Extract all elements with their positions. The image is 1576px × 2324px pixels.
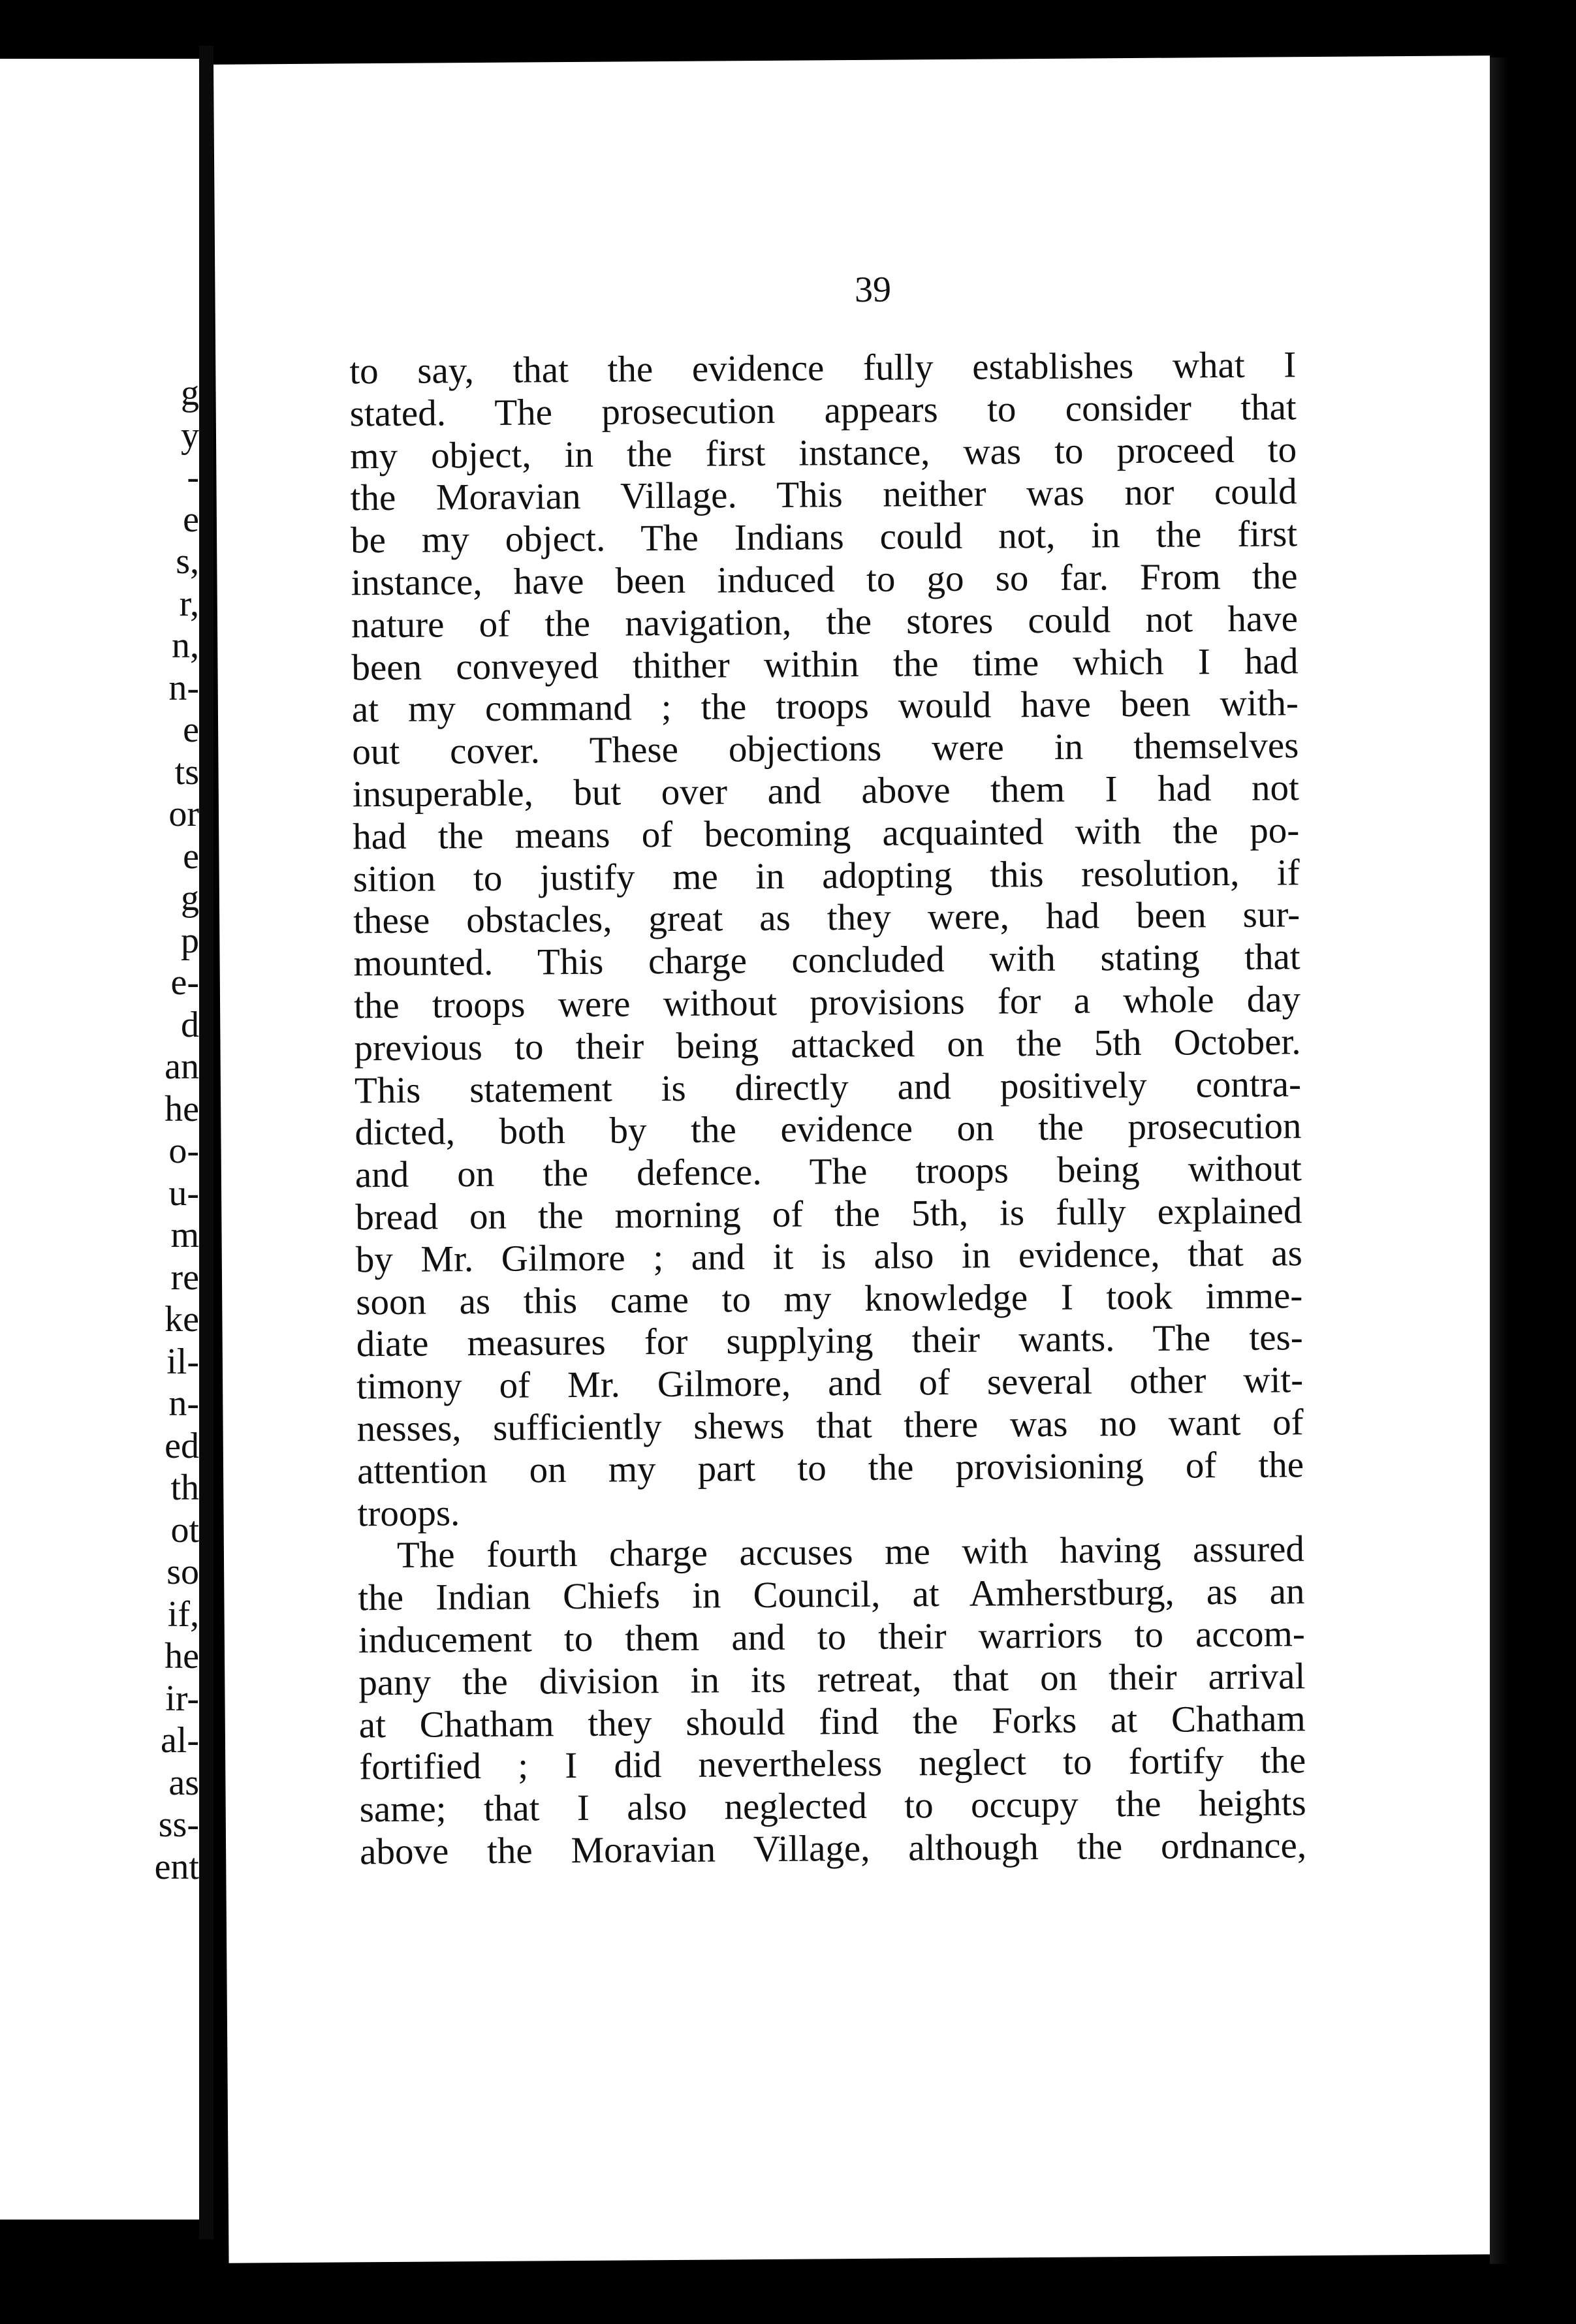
previous-page-fragment-line: u- [168, 1172, 199, 1214]
previous-page-fragment-line: ot [170, 1509, 199, 1550]
text-line: mounted. This charge concluded with stating that [353, 936, 1300, 984]
text-line: at Chatham they should find the Forks at Chatham [358, 1697, 1306, 1746]
text-line: The fourth charge accuses me with having assured [396, 1528, 1305, 1577]
text-line: out cover. These objections were in themselves [352, 725, 1299, 773]
text-line: diate measures for supplying their wants. The tes- [356, 1317, 1303, 1365]
text-line: inducement to them and to their warriors to accom- [358, 1613, 1306, 1661]
previous-page-fragment-line: - [187, 457, 199, 497]
previous-page-fragment-line: he [165, 1636, 199, 1676]
text-line: nature of the navigation, the stores could not have [351, 598, 1299, 646]
previous-page-fragment-line: n- [168, 667, 199, 708]
text-line: had the means of becoming acquainted with the po- [353, 809, 1300, 858]
previous-page-fragment-line: an [165, 1046, 199, 1087]
previous-page-fragment-line: th [170, 1468, 199, 1508]
previous-page-fragment-line: al- [160, 1720, 199, 1761]
text-line: and on the defence. The troops being without [355, 1148, 1302, 1196]
previous-page-fragment-line: m [170, 1215, 199, 1255]
previous-page-fragment-line: if, [167, 1594, 199, 1635]
previous-page-fragment-line: g [181, 878, 199, 919]
text-line: pany the division in its retreat, that on their arrival [358, 1655, 1306, 1704]
previous-page-fragment-line: ir- [165, 1678, 199, 1719]
previous-page-fragment-line: d [181, 1004, 199, 1045]
previous-page-fragment-line: ts [174, 751, 199, 793]
text-line: bread on the morning of the 5th, is fully explained [355, 1190, 1302, 1238]
previous-page-fragment-line: as [168, 1762, 199, 1803]
text-line: instance, have been induced to go so far. From the [351, 556, 1298, 604]
text-line: the troops were without provisions for a whole day [353, 979, 1301, 1027]
text-line: sition to justify me in adopting this resolution, if [353, 851, 1300, 900]
text-line: nesses, sufficiently shews that there was no want of [356, 1402, 1304, 1450]
text-line: fortified ; I did nevertheless neglect to fortify the [359, 1740, 1306, 1788]
previous-page-fragment-line: s, [176, 541, 199, 582]
text-line: This statement is directly and positively contra- [354, 1063, 1302, 1111]
text-line: be my object. The Indians could not, in the first [350, 513, 1298, 561]
previous-page-fragment-line: n- [168, 1383, 199, 1424]
previous-page-fragment-line: or [168, 794, 199, 834]
text-line: been conveyed thither within the time which I had [351, 640, 1299, 688]
previous-page-fragment-line: p [181, 920, 199, 961]
book-page [213, 55, 1505, 2263]
text-line: soon as this came to my knowledge I took imme- [356, 1274, 1303, 1323]
text-line: dicted, both by the evidence on the prosecution [355, 1105, 1302, 1154]
text-line: above the Moravian Village, although the ordnance, [359, 1825, 1307, 1873]
previous-page-fragment-line: he [165, 1088, 199, 1129]
previous-page-fragment [0, 59, 199, 2220]
page-edge-shadow [1490, 57, 1508, 2264]
previous-page-fragment-line: il- [166, 1341, 199, 1382]
previous-page-fragment-line: n, [172, 625, 199, 666]
page-number: 39 [854, 269, 892, 310]
previous-page-fragment-line: r, [179, 583, 199, 624]
text-line: by Mr. Gilmore ; and it is also in evidence, that as [355, 1232, 1302, 1281]
text-line: timony of Mr. Gilmore, and of several other wit- [356, 1359, 1304, 1407]
previous-page-fragment-line: ss- [158, 1804, 199, 1845]
previous-page-fragment-line: g [181, 373, 199, 413]
previous-page-fragment-line: e [183, 499, 199, 540]
page-body-text [349, 344, 1306, 1874]
book-gutter [199, 46, 213, 2239]
text-line: attention on my part to the provisioning of the [356, 1443, 1304, 1492]
previous-page-fragment-line: ent [154, 1846, 199, 1887]
text-line: to say, that the evidence fully establishes what I [349, 344, 1297, 392]
text-line: the Indian Chiefs in Council, at Amherstburg, as an [358, 1571, 1305, 1619]
text-line: at my command ; the troops would have been with- [351, 682, 1299, 730]
text-line: troops. [357, 1492, 460, 1534]
previous-page-line-endings [108, 372, 199, 1888]
text-line: my object, in the first instance, was to proceed to [349, 428, 1297, 477]
previous-page-fragment-line: y [181, 415, 199, 456]
text-line: stated. The prosecution appears to consider that [349, 386, 1297, 435]
previous-page-fragment-line: e- [170, 962, 199, 1003]
previous-page-fragment-line: e [183, 710, 199, 750]
text-line: previous to their being attacked on the 5th October. [354, 1020, 1301, 1069]
previous-page-fragment-line: re [170, 1257, 199, 1298]
previous-page-fragment-line: ed [165, 1425, 199, 1466]
text-line: the Moravian Village. This neither was nor could [350, 471, 1297, 519]
text-line: same; that I also neglected to occupy the heights [359, 1782, 1306, 1830]
previous-page-fragment-line: so [166, 1552, 199, 1592]
previous-page-fragment-line: ke [165, 1299, 199, 1340]
text-line: insuperable, but over and above them I had not [352, 767, 1300, 815]
text-line: these obstacles, great as they were, had been sur- [353, 894, 1300, 942]
previous-page-fragment-line: e [183, 836, 199, 877]
previous-page-fragment-line: o- [168, 1131, 199, 1171]
